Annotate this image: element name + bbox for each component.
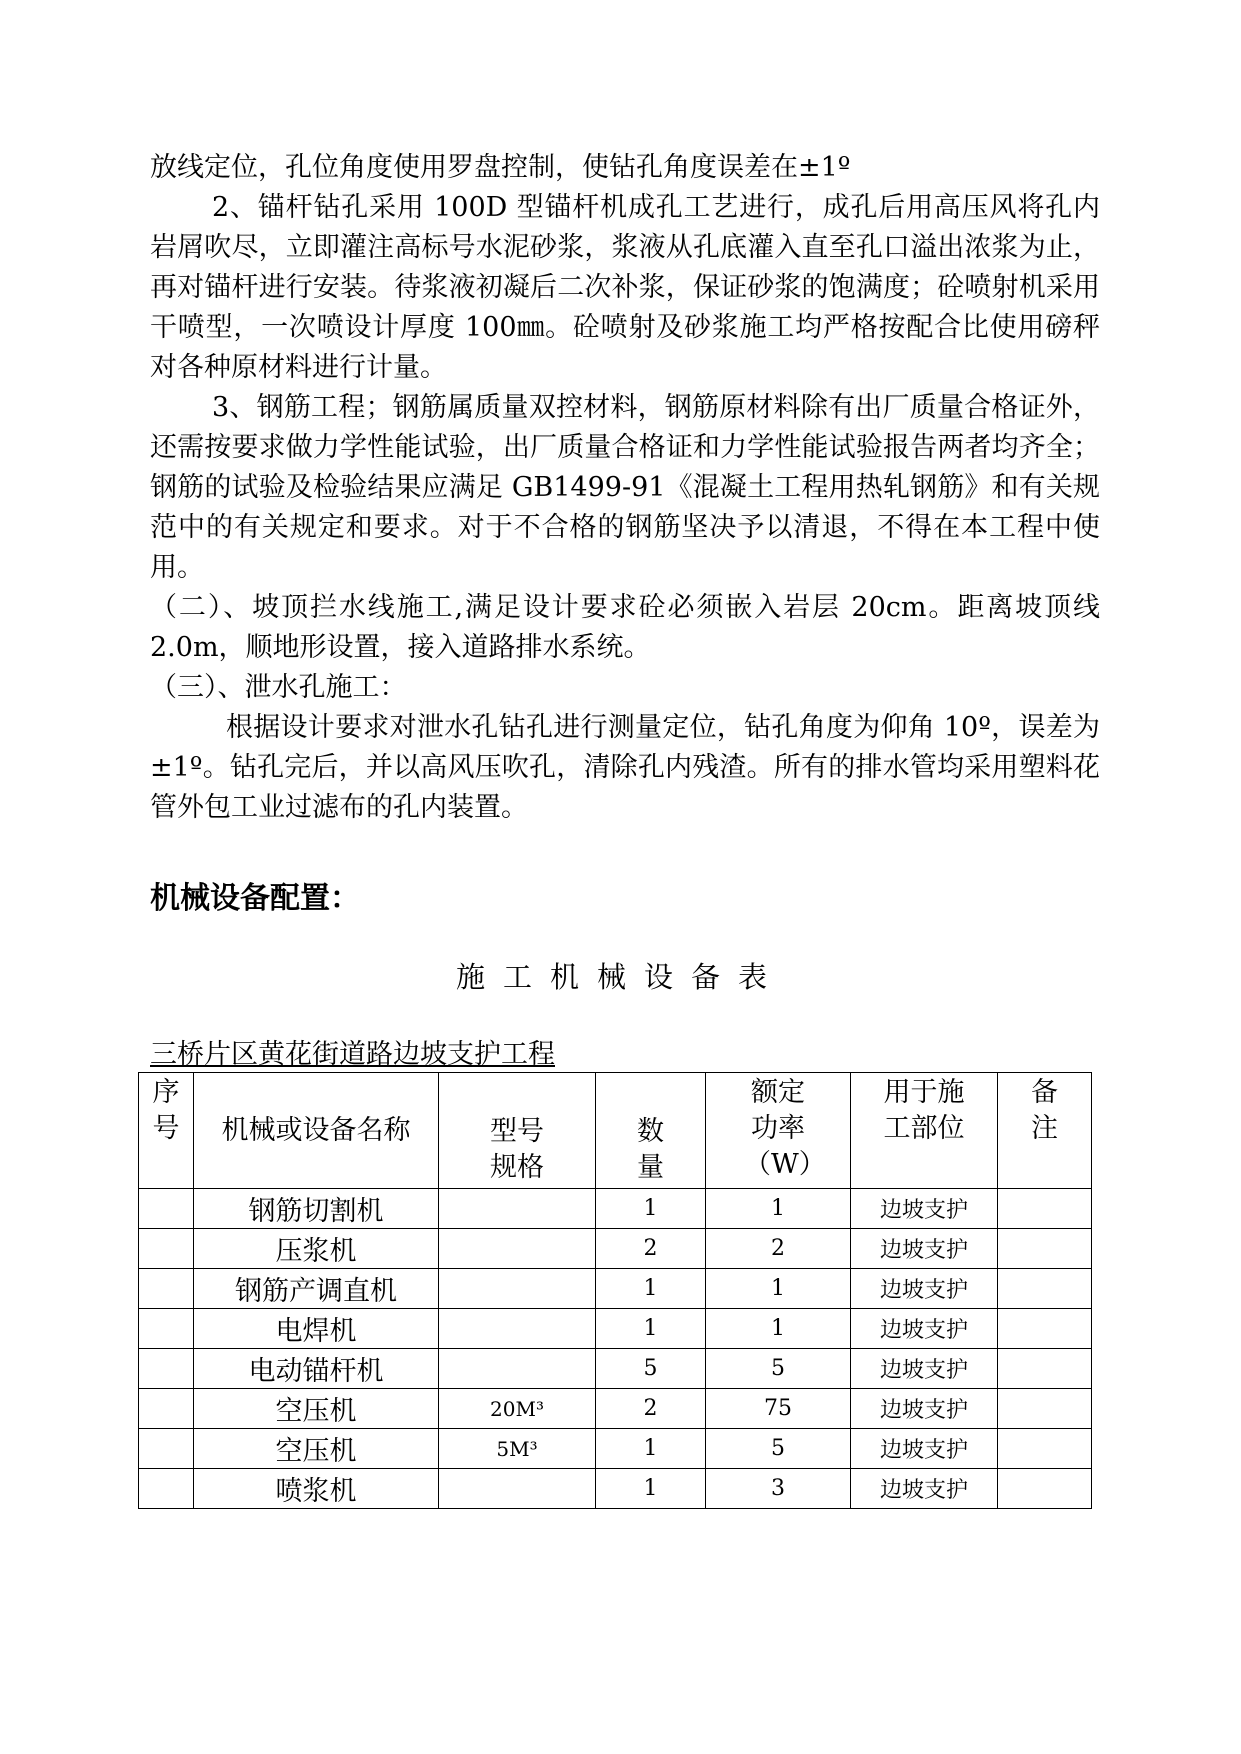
cell-power: 1: [706, 1269, 851, 1309]
cell-seq: [139, 1429, 194, 1469]
header-qty: 数量: [596, 1073, 706, 1189]
header-name: 机械或设备名称: [194, 1073, 439, 1189]
cell-power: 1: [706, 1309, 851, 1349]
header-seq: 序号: [139, 1073, 194, 1189]
cell-name: 空压机: [194, 1429, 439, 1469]
cell-model: [439, 1469, 596, 1509]
cell-model: [439, 1349, 596, 1389]
paragraph-drain-hole-heading: （三）、泄水孔施工：: [150, 672, 407, 703]
cell-power: 5: [706, 1349, 851, 1389]
paragraph-angle-control: 放线定位，孔位角度使用罗盘控制，使钻孔角度误差在±1º: [150, 152, 851, 183]
cell-qty: 1: [596, 1269, 706, 1309]
cell-seq: [139, 1269, 194, 1309]
table-row: [139, 1269, 1092, 1309]
table-row: [139, 1189, 1092, 1229]
cell-usage: 边坡支护: [851, 1229, 998, 1269]
cell-name: 空压机: [194, 1389, 439, 1429]
paragraph-rebar-works: 3、钢筋工程；钢筋属质量双控材料，钢筋原材料除有出厂质量合格证外，还需按要求做力学性能试验，出厂质量合格证和力学性能试验报告两者均齐全；钢筋的试验及检验结果应满足 GB1499-91《混凝土工程用热轧钢筋》和有关规范中的有关规定和要求。对于不合格的钢筋坚决予以清退，不得在本工程中使用。: [150, 392, 1100, 583]
cell-name: 压浆机: [194, 1229, 439, 1269]
header-power: 额定功率（W）: [706, 1073, 851, 1189]
project-name: 三桥片区黄花街道路边坡支护工程: [150, 1039, 555, 1070]
cell-qty: 2: [596, 1229, 706, 1269]
cell-seq: [139, 1469, 194, 1509]
header-remark: 备注: [998, 1073, 1092, 1189]
cell-model: [439, 1309, 596, 1349]
cell-usage: 边坡支护: [851, 1429, 998, 1469]
cell-model: 20M³: [439, 1389, 596, 1429]
cell-usage: 边坡支护: [851, 1389, 998, 1429]
paragraph-anchor-drilling: 2、锚杆钻孔采用 100D 型锚杆机成孔工艺进行，成孔后用高压风将孔内岩屑吹尽，立即灌注高标号水泥砂浆，浆液从孔底灌入直至孔口溢出浓浆为止，再对锚杆进行安装。待浆液初凝后二次补浆，保证砂浆的饱满度；砼喷射机采用干喷型，一次喷设计厚度 100㎜。砼喷射及砂浆施工均严格按配合比使用磅秤对各种原材料进行计量。: [150, 192, 1100, 383]
paragraph-drain-hole-construction: 根据设计要求对泄水孔钻孔进行测量定位，钻孔角度为仰角 10º，误差为±1º。钻孔完后，并以高风压吹孔，清除孔内残渣。所有的排水管均采用塑料花管外包工业过滤布的孔内装置。: [150, 712, 1100, 823]
cell-model: [439, 1189, 596, 1229]
paragraph-slope-top-waterline: （二）、坡顶拦水线施工,满足设计要求砼必须嵌入岩层 20cm。距离坡顶线 2.0m，顺地形设置，接入道路排水系统。: [150, 592, 1100, 663]
cell-model: [439, 1229, 596, 1269]
cell-name: 喷浆机: [194, 1469, 439, 1509]
table-header-row: [139, 1073, 1092, 1189]
table-row: [139, 1349, 1092, 1389]
cell-seq: [139, 1229, 194, 1269]
cell-qty: 2: [596, 1389, 706, 1429]
cell-usage: 边坡支护: [851, 1349, 998, 1389]
cell-remark: [998, 1309, 1092, 1349]
cell-name: 钢筋产调直机: [194, 1269, 439, 1309]
cell-power: 75: [706, 1389, 851, 1429]
cell-seq: [139, 1389, 194, 1429]
table-title: 施工机械设备表: [455, 960, 785, 994]
cell-model: 5M³: [439, 1429, 596, 1469]
cell-remark: [998, 1349, 1092, 1389]
table-row: [139, 1429, 1092, 1469]
cell-qty: 1: [596, 1309, 706, 1349]
cell-name: 钢筋切割机: [194, 1189, 439, 1229]
table-row: [139, 1309, 1092, 1349]
cell-seq: [139, 1309, 194, 1349]
cell-remark: [998, 1469, 1092, 1509]
cell-power: 1: [706, 1189, 851, 1229]
cell-usage: 边坡支护: [851, 1309, 998, 1349]
cell-name: 电动锚杆机: [194, 1349, 439, 1389]
cell-power: 2: [706, 1229, 851, 1269]
cell-qty: 5: [596, 1349, 706, 1389]
cell-remark: [998, 1229, 1092, 1269]
cell-remark: [998, 1189, 1092, 1229]
cell-model: [439, 1269, 596, 1309]
cell-name: 电焊机: [194, 1309, 439, 1349]
section-heading: 机械设备配置：: [150, 881, 360, 916]
equipment-table: [138, 1072, 1092, 1509]
header-model: 型号规格: [439, 1073, 596, 1189]
table-row: [139, 1389, 1092, 1429]
cell-qty: 1: [596, 1189, 706, 1229]
cell-remark: [998, 1389, 1092, 1429]
cell-remark: [998, 1269, 1092, 1309]
cell-seq: [139, 1349, 194, 1389]
cell-usage: 边坡支护: [851, 1189, 998, 1229]
cell-power: 3: [706, 1469, 851, 1509]
cell-usage: 边坡支护: [851, 1469, 998, 1509]
cell-seq: [139, 1189, 194, 1229]
cell-remark: [998, 1429, 1092, 1469]
cell-usage: 边坡支护: [851, 1269, 998, 1309]
cell-qty: 1: [596, 1429, 706, 1469]
header-usage: 用于施工部位: [851, 1073, 998, 1189]
cell-power: 5: [706, 1429, 851, 1469]
cell-qty: 1: [596, 1469, 706, 1509]
table-row: [139, 1229, 1092, 1269]
table-row: [139, 1469, 1092, 1509]
